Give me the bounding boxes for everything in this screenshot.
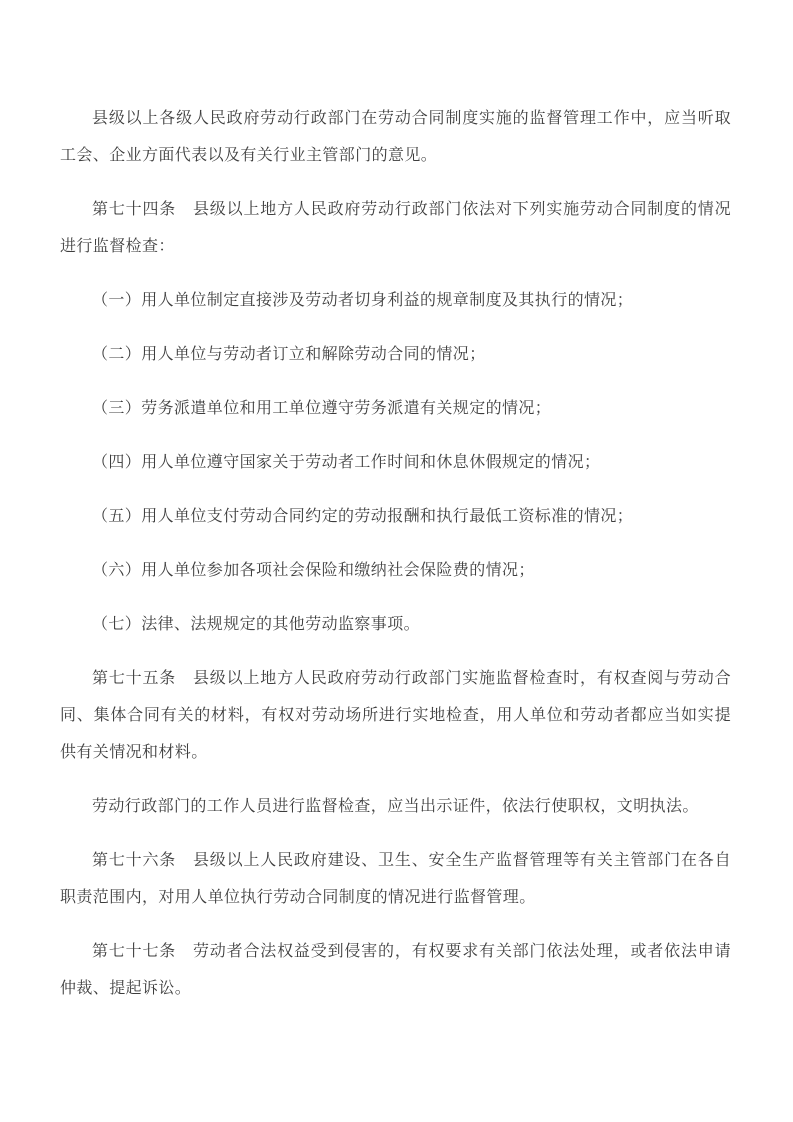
paragraph: 劳动行政部门的工作人员进行监督检查，应当出示证件，依法行使职权，文明执法。 [92,798,699,815]
paragraph: 第七十七条 劳动者合法权益受到侵害的，有权要求有关部门依法处理，或者依法申请仲裁、提起诉讼。 [60,943,731,997]
paragraph: （五）用人单位支付劳动合同约定的劳动报酬和执行最低工资标准的情况； [92,508,634,525]
paragraph: （二）用人单位与劳动者订立和解除劳动合同的情况； [92,346,486,363]
paragraph: 第七十五条 县级以上地方人民政府劳动行政部门实施监督检查时，有权查阅与劳动合同、集体合同有关的材料，有权对劳动场所进行实地检查，用人单位和劳动者都应当如实提供有关情况和材料。 [60,670,731,761]
paragraph: 第七十四条 县级以上地方人民政府劳动行政部门依法对下列实施劳动合同制度的情况进行监督检查： [60,201,731,255]
paragraph: （六）用人单位参加各项社会保险和缴纳社会保险费的情况； [92,562,535,579]
document-body [60,100,731,1007]
paragraph: 县级以上各级人民政府劳动行政部门在劳动合同制度实施的监督管理工作中，应当听取工会、企业方面代表以及有关行业主管部门的意见。 [60,110,731,164]
paragraph: （四）用人单位遵守国家关于劳动者工作时间和休息休假规定的情况； [92,454,601,471]
paragraph: 第七十六条 县级以上人民政府建设、卫生、安全生产监督管理等有关主管部门在各自职责范围内，对用人单位执行劳动合同制度的情况进行监督管理。 [60,852,731,906]
paragraph: （一）用人单位制定直接涉及劳动者切身利益的规章制度及其执行的情况； [92,292,634,309]
paragraph: （三）劳务派遣单位和用工单位遵守劳务派遣有关规定的情况； [92,400,552,417]
paragraph: （七）法律、法规规定的其他劳动监察事项。 [92,616,421,633]
